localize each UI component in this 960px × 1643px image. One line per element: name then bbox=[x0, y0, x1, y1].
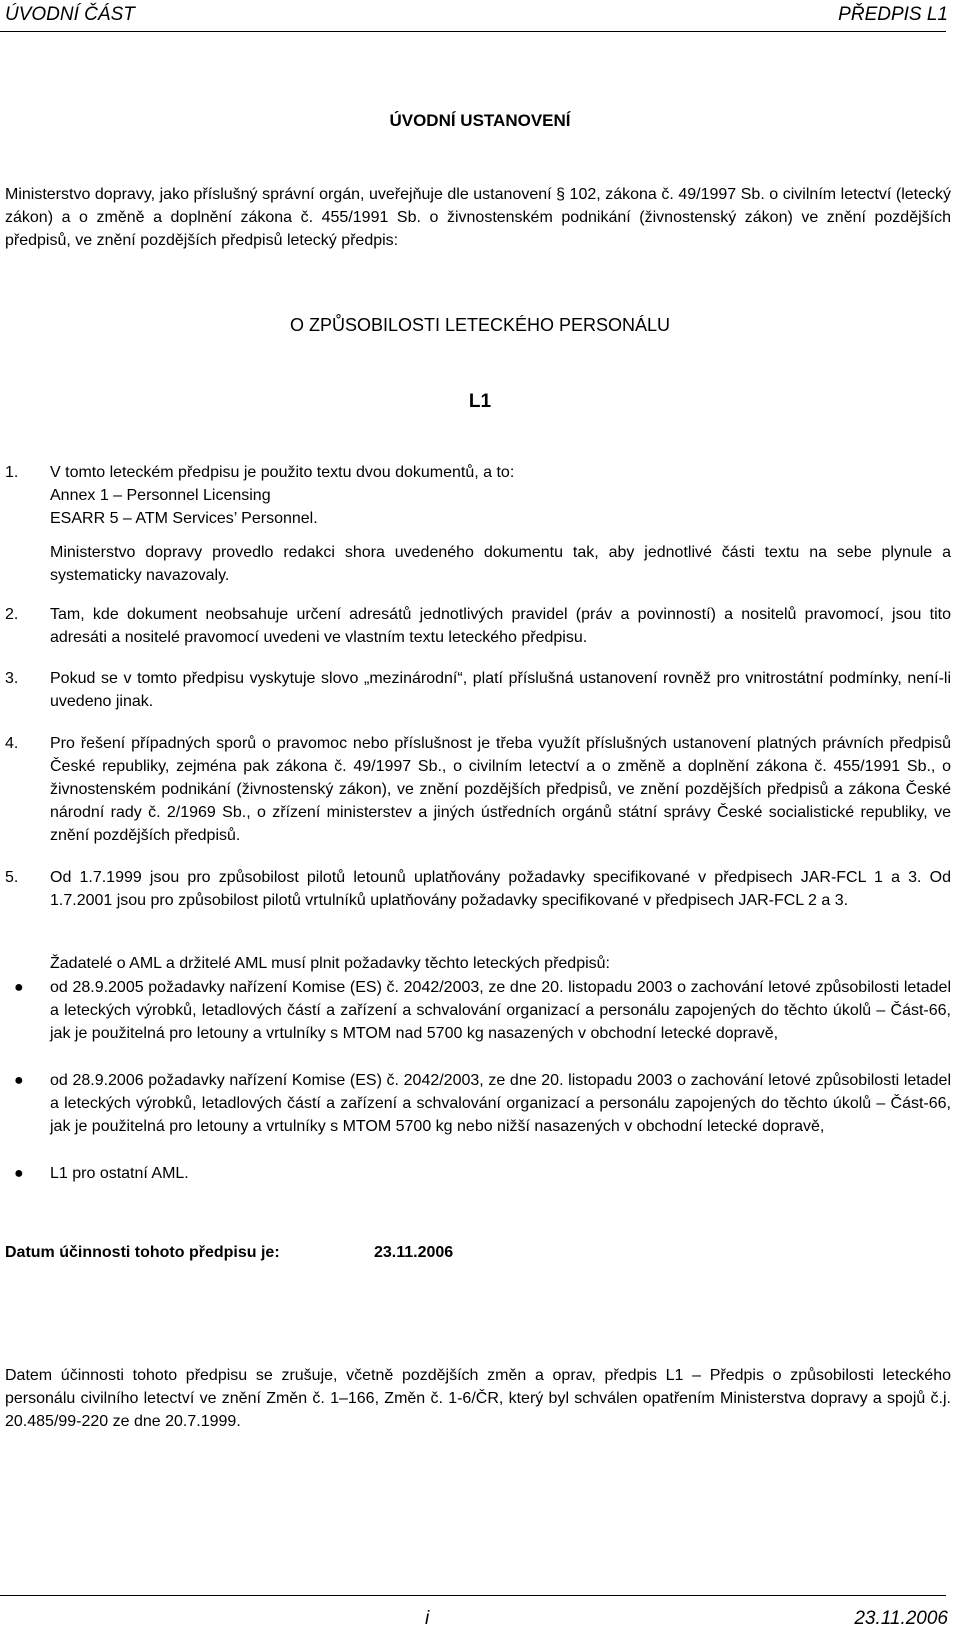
regulation-code: L1 bbox=[468, 391, 492, 412]
bullet-item: od 28.9.2005 požadavky nařízení Komise (ES) č. 2042/2003, ze dne 20. listopadu 2003 o zachování letové způsobilosti letadel a leteckých výrobků, letadlových částí a zařízení a schvalování organizací a personálu zapojených do těchto úkolů – Část-66, jak je použitelná pro letouny a vrtulníky s MTOM nad 5700 kg nasazených v obchodní letecké dopravě, bbox=[50, 979, 951, 1042]
item-2-text: Tam, kde dokument neobsahuje určení adresátů jednotlivých pravidel (práv a povinností) a nositelů pravomocí, jsou tito adresáti a nositelé pravomocí uvedeni ve vlastním textu leteckého předpisu. bbox=[50, 606, 951, 646]
item-number: 1. bbox=[5, 464, 19, 481]
page-number: i bbox=[425, 1608, 430, 1629]
item-1-text bbox=[50, 461, 951, 530]
bullet-item: od 28.9.2006 požadavky nařízení Komise (ES) č. 2042/2003, ze dne 20. listopadu 2003 o zachování letové způsobilosti letadel a leteckých výrobků, letadlových částí a zařízení a schvalování organizací a personálu zapojených do těchto úkolů – Část-66, jak je použitelná pro letouny a vrtulníky s MTOM 5700 kg nebo nižší nasazených v obchodní letecké dopravě, bbox=[50, 1072, 951, 1135]
item-1-line: ESARR 5 – ATM Services’ Personnel. bbox=[50, 510, 318, 527]
applicants-intro: Žadatelé o AML a držitelé AML musí plnit požadavky těchto leteckých předpisů: bbox=[50, 955, 610, 972]
item-number: 3. bbox=[5, 670, 19, 687]
item-5-text: Od 1.7.1999 jsou pro způsobilost pilotů letounů uplatňovány požadavky specifikované v předpisech JAR-FCL 1 a 3. Od 1.7.2001 jsou pro způsobilost pilotů vrtulníků uplatňovány požadavky specifikované v předpisech JAR-FCL 2 a 3. bbox=[50, 869, 951, 909]
item-4-text: Pro řešení případných sporů o pravomoc nebo příslušnost je třeba využít příslušných ustanovení platných právních předpisů České republiky, zejména pak zákona č. 49/1997 Sb., o civilním letectví a o změně a doplnění zákona č. 455/1991 Sb., o živnostenském podnikání (živnostenský zákon), ve znění pozdějších předpisů, ve znění pozdějších předpisů a zákona České národní rady č. 2/1969 Sb., o zřízení ministerstev a jiných ústředních orgánů státní správy České socialistické republiky, ve znění pozdějších předpisů. bbox=[50, 735, 951, 844]
regulation-subtitle: O ZPŮSOBILOSTI LETECKÉHO PERSONÁLU bbox=[289, 315, 671, 335]
item-number: 4. bbox=[5, 735, 19, 752]
intro-paragraph: Ministerstvo dopravy, jako příslušný správní orgán, uveřejňuje dle ustanovení § 102, zákona č. 49/1997 Sb. o civilním letectví (letecký zákon) a o změně a doplnění zákona č. 455/1991 Sb. o živnostenském podnikání (živnostenský zákon) ve znění pozdějších předpisů, ve znění pozdějších předpisů letecký předpis: bbox=[5, 186, 951, 249]
footer-divider bbox=[0, 1595, 946, 1596]
header-right: PŘEDPIS L1 bbox=[838, 4, 948, 25]
header-divider bbox=[0, 31, 946, 32]
bullet-icon: ● bbox=[14, 1165, 24, 1182]
item-number: 5. bbox=[5, 869, 19, 886]
header-left: ÚVODNÍ ČÁST bbox=[5, 4, 135, 25]
bullet-icon: ● bbox=[14, 979, 24, 996]
item-number: 2. bbox=[5, 606, 19, 623]
bullet-icon: ● bbox=[14, 1072, 24, 1089]
item-1-line: Annex 1 – Personnel Licensing bbox=[50, 487, 271, 504]
effective-date-value: 23.11.2006 bbox=[374, 1244, 454, 1261]
page-title: ÚVODNÍ USTANOVENÍ bbox=[389, 111, 571, 130]
closing-paragraph: Datem účinnosti tohoto předpisu se zrušuje, včetně pozdějších změn a oprav, předpis L1 – Předpis o způsobilosti leteckého personálu civilního letectví ve znění Změn č. 1–166, Změn č. 1-6/ČR, který byl schválen opatřením Ministerstva dopravy a spojů č.j. 20.485/99-220 ze dne 20.7.1999. bbox=[5, 1367, 951, 1430]
bullet-item: L1 pro ostatní AML. bbox=[50, 1165, 189, 1182]
footer-date: 23.11.2006 bbox=[854, 1608, 948, 1629]
item-1-line: V tomto leteckém předpisu je použito textu dvou dokumentů, a to: bbox=[50, 464, 515, 481]
redaction-paragraph: Ministerstvo dopravy provedlo redakci shora uvedeného dokumentu tak, aby jednotlivé části textu na sebe plynule a systematicky navazovaly. bbox=[50, 544, 951, 584]
effective-date-label: Datum účinnosti tohoto předpisu je: bbox=[5, 1244, 280, 1261]
item-3-text: Pokud se v tomto předpisu vyskytuje slovo „mezinárodní“, platí příslušná ustanovení rovněž pro vnitrostátní podmínky, není-li uvedeno jinak. bbox=[50, 670, 951, 710]
